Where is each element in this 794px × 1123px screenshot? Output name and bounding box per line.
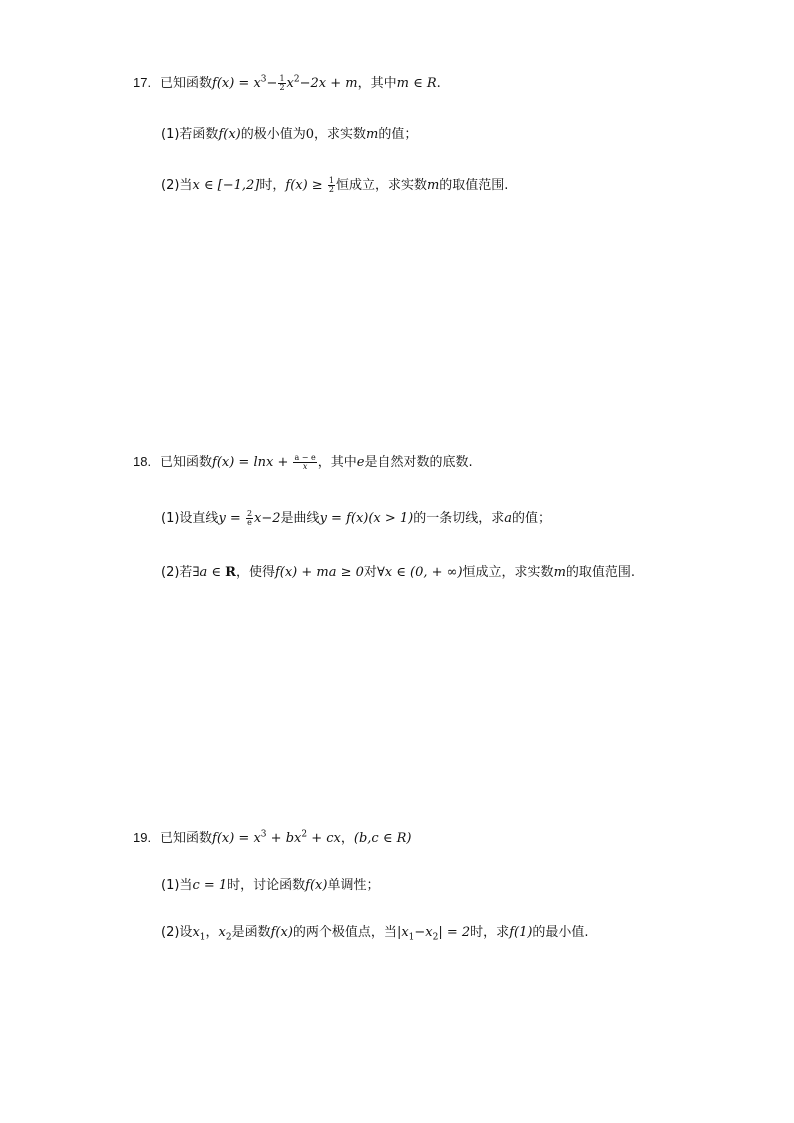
problem-17-part-2: (2)当x ∈ [−1,2]时，f(x) ≥ $\frac{1}{2}$ 恒成立，求实数m的取值范围. (161, 176, 509, 194)
fraction: $\frac{1}{2}$ (328, 176, 334, 194)
problem-19-part-2: (2)设$x_1$，$x_2$是函数f(x)的两个极值点，当$|x_1-x_2| = 2$时，求f(1)的最小值. (161, 925, 589, 943)
problem-19-part-1: (1)当c = 1时，讨论函数f(x)单调性； (161, 878, 380, 893)
problem-19-stem: 19. 已知函数$f(x) = x^3 + bx^2$ + cx，(b,c ∈ R) (133, 829, 412, 846)
fraction: $\frac{2}{e}$ (246, 509, 253, 527)
fraction: $\frac{1}{2}$ (279, 74, 285, 92)
fraction: $\frac{a - e}{x}$ (294, 453, 316, 471)
problem-number: 18. (133, 454, 152, 469)
problem-17-stem: 17. 已知函数$f(x) = x^3-$ $\frac{1}{2}$ $x^2-2x + m$，其中m ∈ R. (133, 74, 441, 92)
problem-17-part-1: (1)若函数f(x)的极小值为0，求实数m的值； (161, 127, 418, 142)
problem-number: 19. (133, 830, 152, 845)
problem-number: 17. (133, 75, 152, 90)
problem-18-part-2: (2)若∃a ∈ R，使得f(x) + ma ≥ 0对∀x ∈ (0, + ∞)恒成立，求实数m的取值范围. (161, 565, 636, 580)
problem-18-stem: 18. 已知函数f(x) = lnx + $\frac{a - e}{x}$ ，其中e是自然对数的底数. (133, 453, 473, 471)
problem-18-part-1: (1)设直线y = $\frac{2}{e}$ x−2是曲线y = f(x)(x > 1)的一条切线，求a的值； (161, 509, 552, 527)
